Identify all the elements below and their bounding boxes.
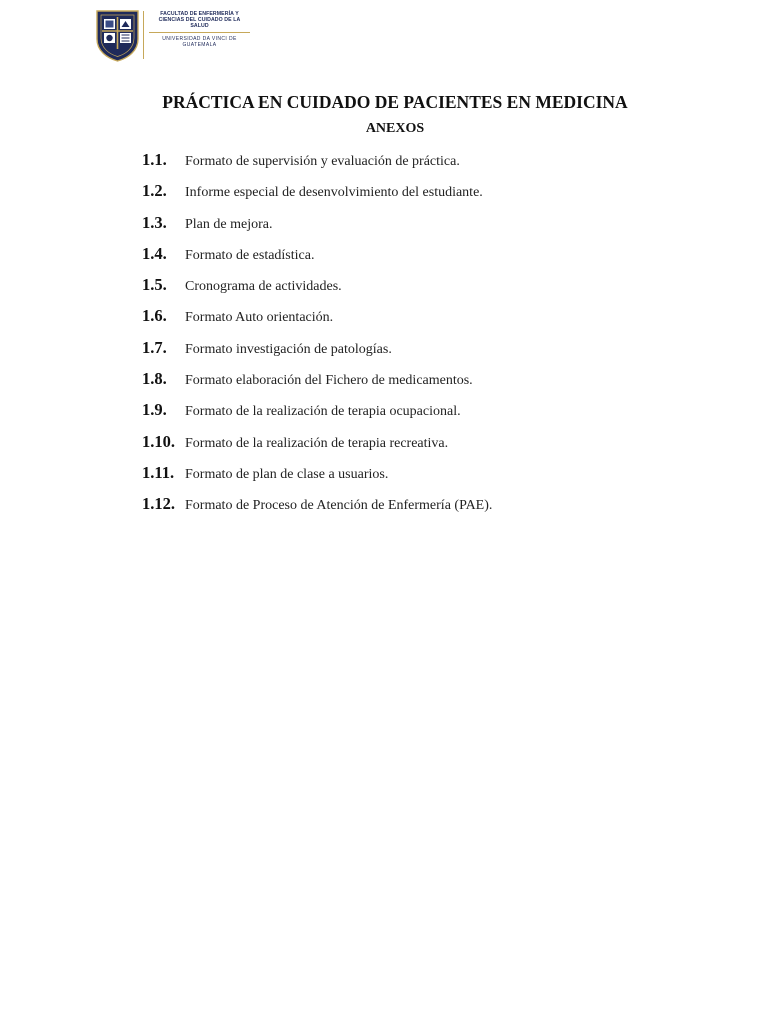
annex-number: 1.5. [142,275,167,295]
logo-text [149,11,250,48]
annex-text: Formato de estadística. [185,247,315,263]
annex-number: 1.11. [142,462,175,482]
annex-number: 1.6. [142,306,167,326]
university-name: UNIVERSIDAD DA VINCI DE GUATEMALA [162,36,237,48]
annex-text: Formato de supervisión y evaluación de práctica. [185,154,460,169]
university-logo [95,9,250,63]
annex-number: 1.2. [142,181,167,201]
document-subtitle: ANEXOS [365,121,425,136]
annex-number: 1.12. [142,494,175,514]
university-shield-icon [95,9,140,62]
annex-text: Formato de plan de clase a usuarios. [185,466,389,482]
logo-divider [143,11,144,59]
annex-number: 1.7. [142,337,167,357]
annex-text: Plan de mejora. [185,216,273,232]
document-title: PRÁCTICA EN CUIDADO DE PACIENTES EN MEDICINA [162,92,628,112]
annex-number: 1.4. [142,243,167,263]
annex-text: Cronograma de actividades. [185,279,342,295]
annex-item [142,369,492,400]
annex-text: Formato de la realización de terapia ocupacional. [185,404,461,420]
annex-text: Informe especial de desenvolvimiento del estudiante. [185,185,483,201]
annex-item [142,150,492,181]
annex-item [142,494,492,525]
annex-text: Formato de la realización de terapia recreativa. [185,435,449,451]
annex-item [142,432,492,463]
annex-item [142,306,492,337]
annex-item [142,463,492,494]
annex-item [142,181,492,212]
annex-item [142,400,492,431]
annex-text: Formato Auto orientación. [185,310,334,326]
annex-item [142,244,492,275]
annex-text: Formato de Proceso de Atención de Enfermería (PAE). [185,498,493,514]
annex-text: Formato investigación de patologías. [185,341,392,357]
annex-number: 1.3. [142,212,167,232]
logo-rule [149,32,250,33]
annex-number: 1.9. [142,400,167,420]
annex-text: Formato elaboración del Fichero de medicamentos. [185,373,473,389]
annex-list [142,150,492,526]
annex-item [142,338,492,369]
annex-number: 1.1. [142,150,167,169]
annex-item [142,213,492,244]
annex-number: 1.8. [142,369,167,389]
annex-number: 1.10. [142,431,175,451]
annex-item [142,275,492,306]
faculty-name: FACULTAD DE ENFERMERÍA Y CIENCIAS DEL CUIDADO DE LA SALUD [158,11,241,29]
